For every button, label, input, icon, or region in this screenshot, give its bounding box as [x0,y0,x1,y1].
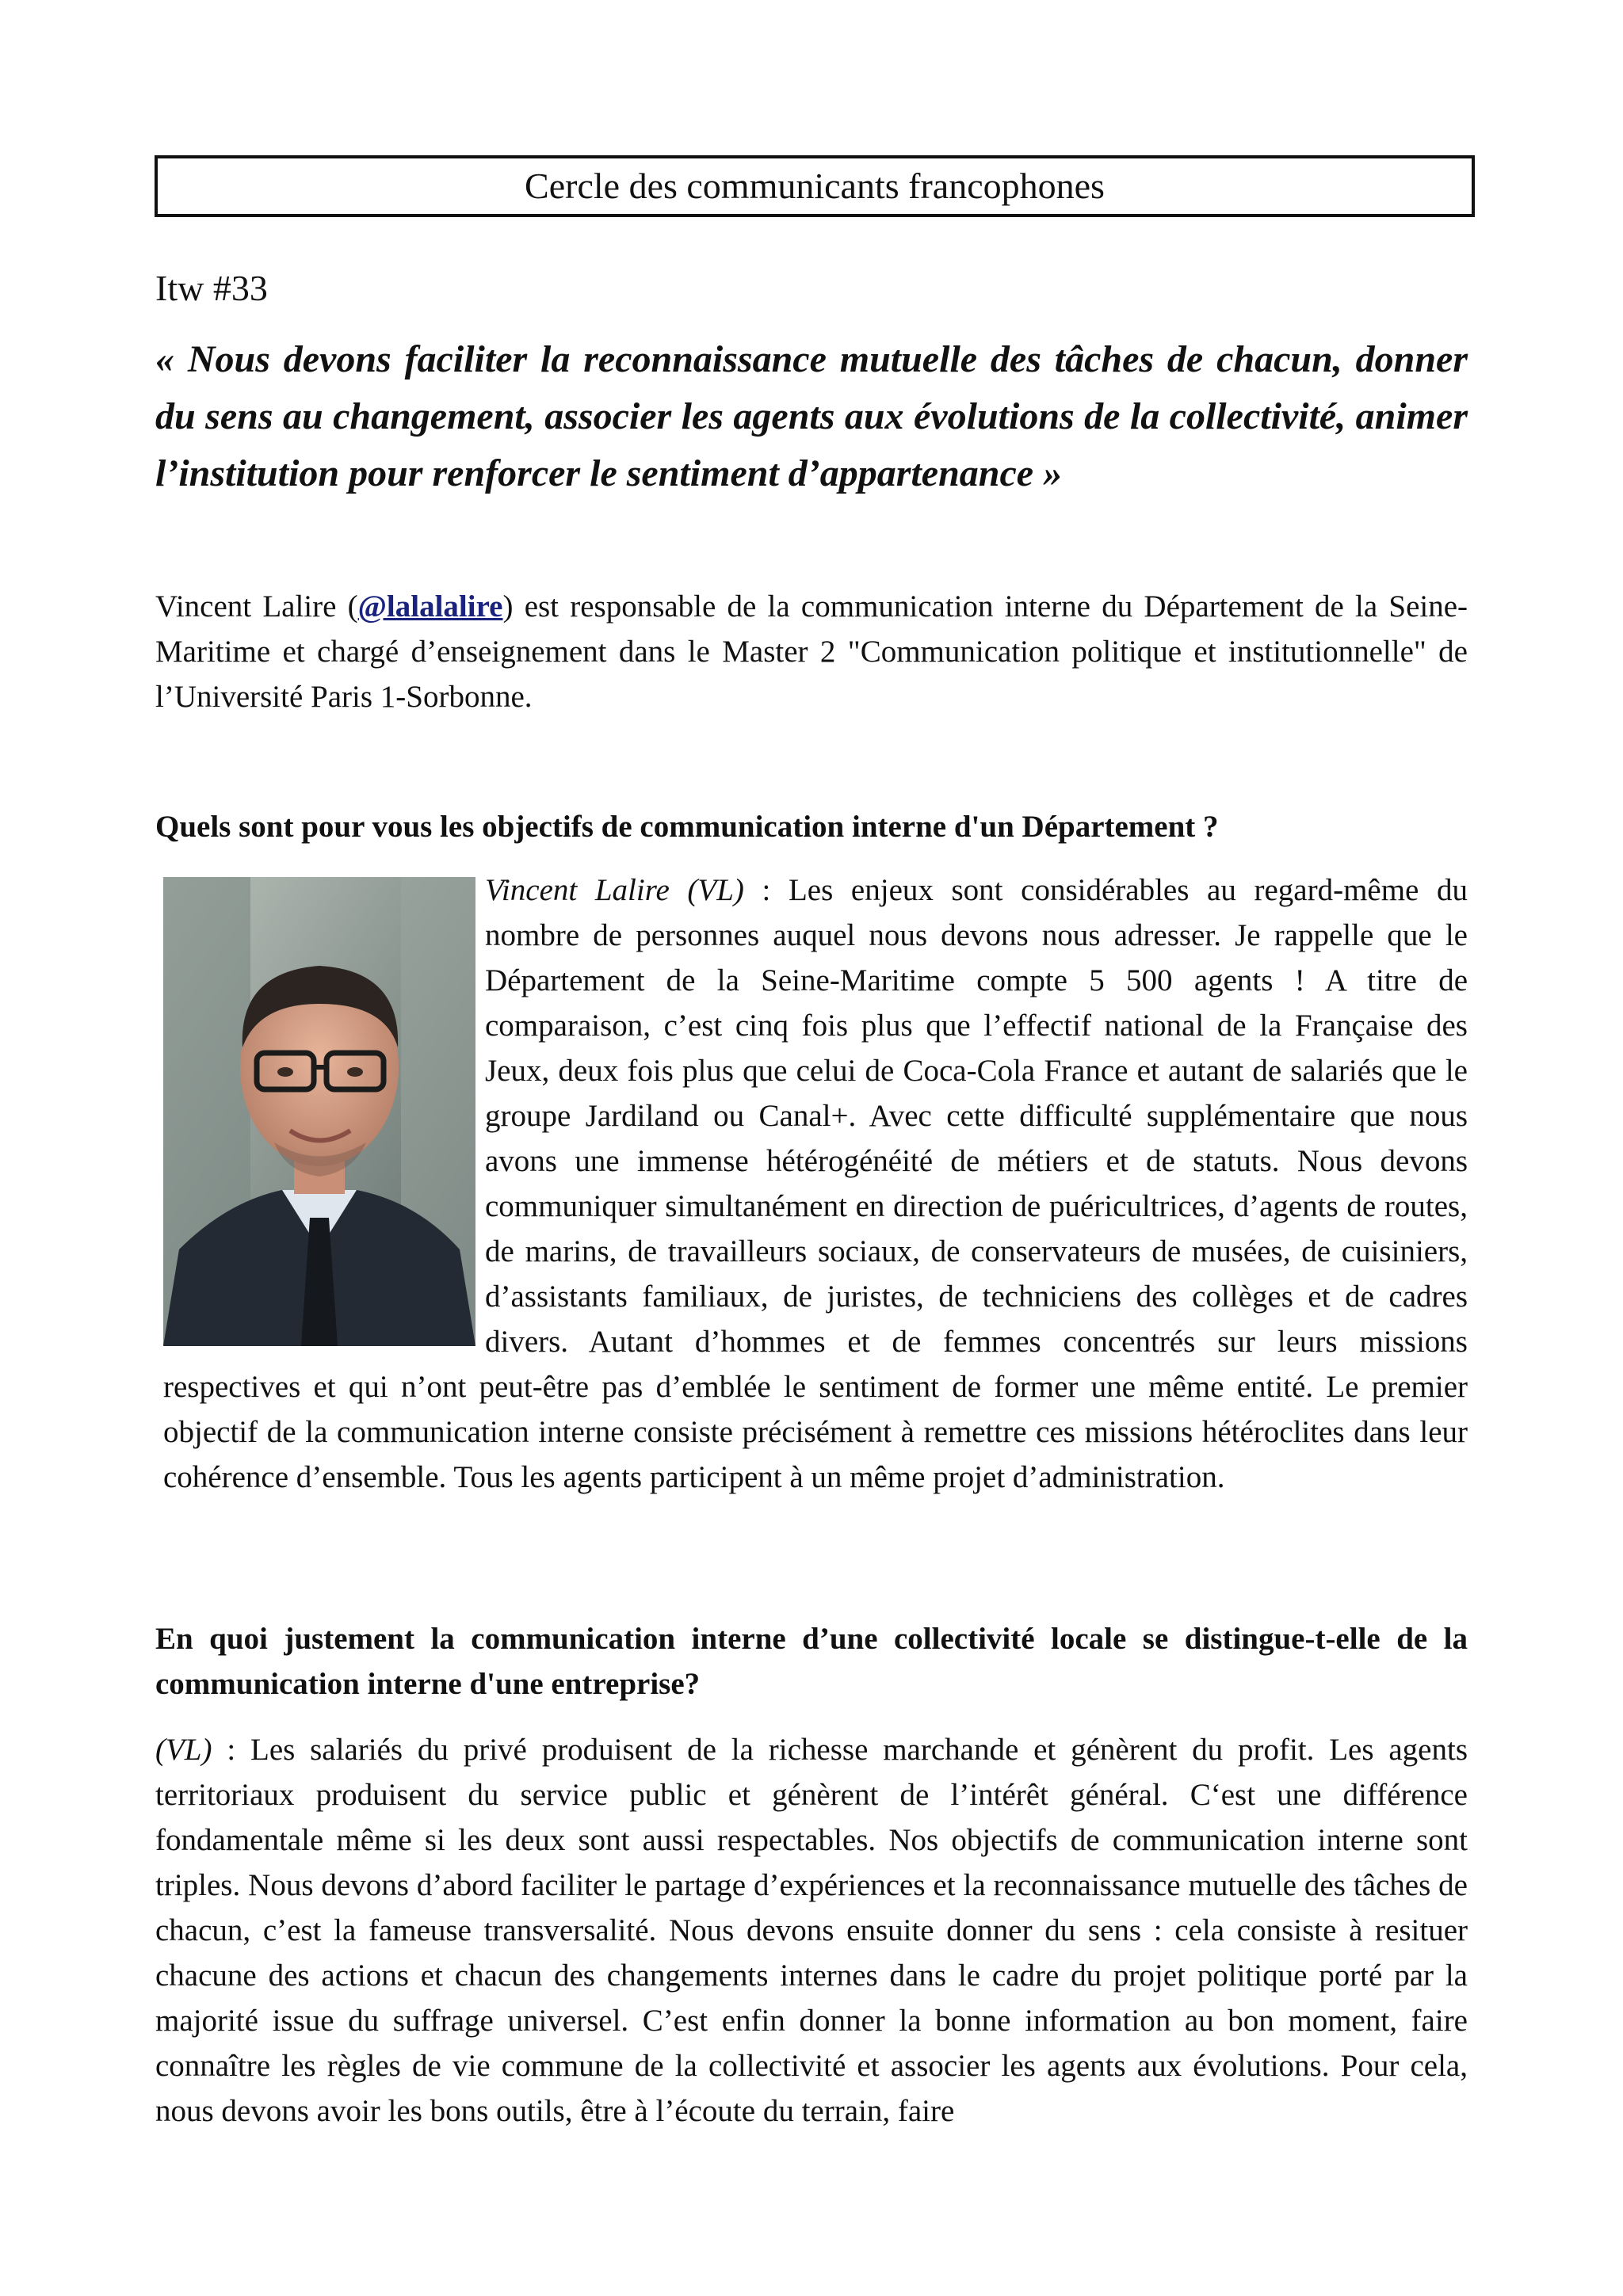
answer-1-speaker: Vincent Lalire (VL) [485,873,744,907]
answer-2 [155,1727,1468,2134]
intro-text-before: Vincent Lalire ( [155,589,358,624]
intro-text-after: ) est responsable de la communication interne du Département de la Seine-Maritime et chargé d’enseignement dans le Master 2 "Communication politique et institutionnelle" de l’Université Paris 1-Sorbonne. [155,589,1468,714]
interview-number: Itw #33 [155,268,268,308]
answer-2-speaker: (VL) [155,1733,212,1767]
twitter-handle-link[interactable]: @lalalalire [357,589,503,624]
answer-1 [163,868,1468,1500]
intro-paragraph [155,584,1468,719]
header-box [155,155,1475,217]
question-1: Quels sont pour vous les objectifs de communication interne d'un Département ? [155,810,1219,844]
question-2: En quoi justement la communication interne d’une collectivité locale se distingue-t-elle de la communication interne d'une entreprise? [155,1622,1468,1701]
portrait-photo [163,877,475,1346]
answer-2-text: : Les salariés du privé produisent de la richesse marchande et génèrent du profit. Les agents territoriaux produisent du service public et génèrent de l’intérêt général. C‘est une différence fondamentale même si les deux sont aussi respectables. Nos objectifs de communication interne sont triples. Nous devons d’abord faciliter le partage d’expériences et la reconnaissance mutuelle des tâches de chacun, c’est la fameuse transversalité. Nous devons ensuite donner du sens : cela consiste à resituer chacune des actions et chacun des changements internes dans le cadre du projet politique porté par la majorité issue du suffrage universel. C’est enfin donner la bonne information au bon moment, faire connaître les règles de vie commune de la collectivité et associer les agents aux évolutions. Pour cela, nous devons avoir les bons outils, être à l’écoute du terrain, faire [155,1733,1468,2128]
answer-1-text: : Les enjeux sont considérables au regard-même du nombre de personnes auquel nous devons nous adresser. Je rappelle que le Département de la Seine-Maritime compte 5 500 agents ! A titre de comparaison, c’est cinq fois plus que l’effectif national de la Française des Jeux, deux fois plus que celui de Coca-Cola France et autant de salariés que le groupe Jardiland ou Canal+. Avec cette difficulté supplémentaire que nous avons une immense hétérogénéité de métiers et de statuts. Nous devons communiquer simultanément en direction de puéricultrices, d’agents de routes, de marins, de travailleurs sociaux, de conservateurs de musées, de cuisiniers, d’assistants familiaux, de juristes, de techniciens des collèges et de cadres divers. Autant d’hommes et de femmes concentrés sur leurs missions respectives et qui n’ont peut-être pas d’emblée le sentiment de former une même entité. Le premier objectif de la communication interne consiste précisément à remettre ces missions hétéroclites dans leur cohérence d’ensemble. Tous les agents participent à un même projet d’administration. [163,873,1468,1494]
headline-quote: « Nous devons faciliter la reconnaissance mutuelle des tâches de chacun, donner du sens au changement, associer les agents aux évolutions de la collectivité, animer l’institution pour renforcer le sentiment d’appartenance » [155,338,1468,494]
portrait-illustration [163,877,475,1346]
header-title: Cercle des communicants francophones [525,166,1105,206]
